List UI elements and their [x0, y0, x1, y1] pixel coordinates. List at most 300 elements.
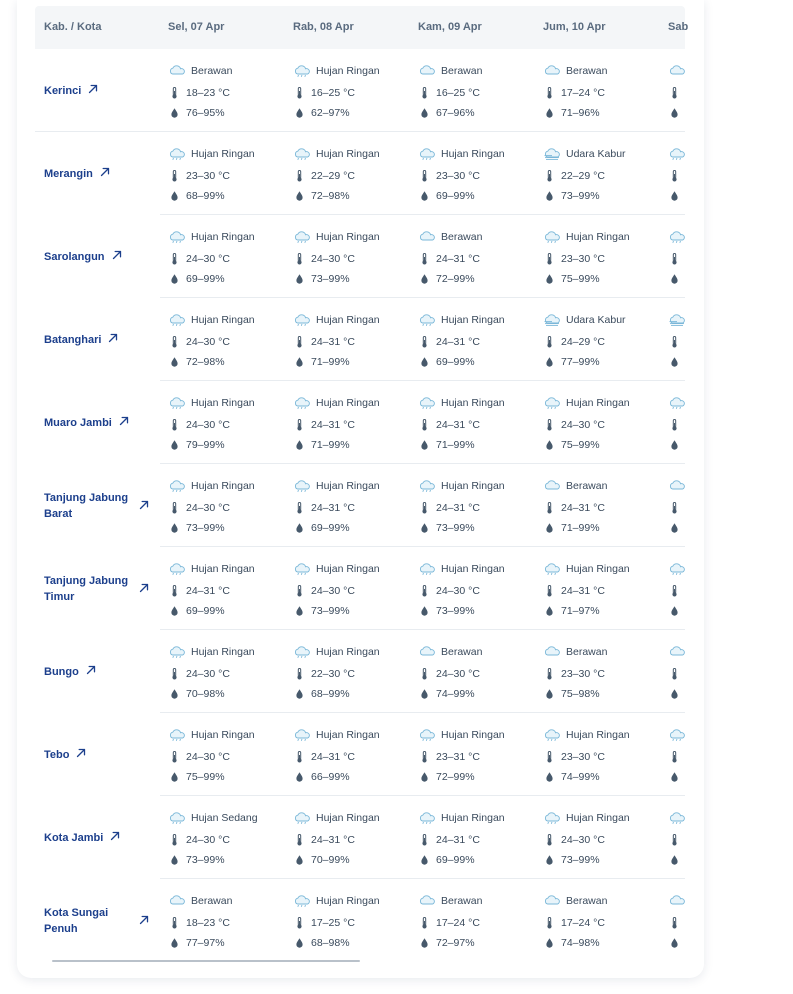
humidity-range: 71–99% — [436, 439, 475, 451]
table-row — [35, 464, 685, 547]
thermometer-icon — [168, 336, 186, 348]
humidity-range: 67–96% — [436, 107, 475, 119]
thermometer-icon — [543, 751, 561, 763]
temperature-range: 16–25 °C — [311, 87, 355, 99]
humidity-drop-icon — [293, 191, 311, 201]
humidity-drop-icon — [168, 357, 186, 367]
weather-condition: Berawan — [191, 65, 233, 77]
cloud-icon — [668, 65, 691, 77]
forecast-cell — [293, 215, 418, 298]
temperature-range: 24–29 °C — [561, 336, 605, 348]
forecast-cell — [293, 713, 418, 796]
cloud-icon — [668, 646, 691, 658]
humidity-range: 75–99% — [561, 273, 600, 285]
humidity-drop-icon — [168, 772, 186, 782]
humidity-drop-icon — [668, 191, 686, 201]
forecast-cell — [543, 464, 668, 547]
region-name: Merangin — [44, 167, 93, 180]
weather-condition: Berawan — [191, 895, 233, 907]
forecast-cell — [418, 132, 543, 215]
thermometer-icon — [668, 502, 686, 514]
thermometer-icon — [668, 917, 686, 929]
rain-cloud-icon — [168, 646, 191, 658]
humidity-drop-icon — [418, 274, 436, 284]
region-name: Tebo — [44, 748, 70, 761]
cloud-icon — [543, 895, 566, 907]
thermometer-icon — [543, 419, 561, 431]
region-name: Kota Jambi — [44, 831, 104, 844]
rain-cloud-icon — [293, 895, 316, 907]
temperature-range: 24–30 °C — [186, 751, 230, 763]
table-row — [35, 547, 685, 630]
humidity-range: 73–99% — [561, 854, 600, 866]
thermometer-icon — [668, 751, 686, 763]
humidity-drop-icon — [418, 855, 436, 865]
horizontal-scrollbar[interactable] — [52, 960, 360, 962]
humidity-range: 71–99% — [311, 439, 350, 451]
humidity-drop-icon — [668, 357, 686, 367]
thermometer-icon — [418, 87, 436, 99]
thermometer-icon — [543, 668, 561, 680]
thermometer-icon — [418, 336, 436, 348]
humidity-range: 77–99% — [561, 356, 600, 368]
table-row — [35, 630, 685, 713]
region-link[interactable] — [44, 381, 152, 464]
humidity-drop-icon — [418, 191, 436, 201]
humidity-drop-icon — [668, 855, 686, 865]
weather-condition: Hujan Ringan — [316, 895, 380, 907]
thermometer-icon — [543, 917, 561, 929]
temperature-range: 24–31 °C — [436, 253, 480, 265]
temperature-range: 17–24 °C — [436, 917, 480, 929]
thermometer-icon — [543, 253, 561, 265]
humidity-range: 69–99% — [436, 190, 475, 202]
humidity-drop-icon — [543, 274, 561, 284]
temperature-range: 24–30 °C — [561, 419, 605, 431]
forecast-cell — [293, 879, 418, 962]
forecast-cell — [168, 464, 293, 547]
weather-condition: Berawan — [566, 646, 608, 658]
humidity-range: 70–98% — [186, 688, 225, 700]
humidity-drop-icon — [168, 440, 186, 450]
weather-condition: Hujan Ringan — [316, 231, 380, 243]
forecast-cell — [168, 796, 293, 879]
humidity-drop-icon — [668, 108, 686, 118]
temperature-range: 24–31 °C — [311, 419, 355, 431]
thermometer-icon — [168, 419, 186, 431]
weather-condition: Udara Kabur — [566, 148, 626, 160]
thermometer-icon — [543, 502, 561, 514]
forecast-cell — [293, 49, 418, 132]
forecast-cell — [418, 713, 543, 796]
weather-condition: Hujan Ringan — [191, 646, 255, 658]
thermometer-icon — [168, 751, 186, 763]
forecast-cell-partial — [668, 547, 793, 630]
humidity-range: 73–99% — [436, 522, 475, 534]
rain-cloud-icon — [668, 397, 691, 409]
forecast-cell — [418, 796, 543, 879]
forecast-cell — [418, 547, 543, 630]
thermometer-icon — [668, 585, 686, 597]
forecast-cell — [168, 547, 293, 630]
rain-cloud-icon — [418, 148, 441, 160]
thermometer-icon — [418, 585, 436, 597]
thermometer-icon — [543, 336, 561, 348]
humidity-range: 72–99% — [436, 771, 475, 783]
day-header-2: Rab, 08 Apr — [293, 21, 354, 33]
humidity-range: 69–99% — [186, 273, 225, 285]
rain-cloud-icon — [418, 480, 441, 492]
external-link-icon — [105, 249, 122, 265]
forecast-cell — [293, 381, 418, 464]
humidity-drop-icon — [418, 938, 436, 948]
forecast-cell — [418, 49, 543, 132]
table-row — [35, 713, 685, 796]
forecast-card — [17, 0, 704, 978]
thermometer-icon — [668, 419, 686, 431]
temperature-range: 23–31 °C — [436, 751, 480, 763]
thermometer-icon — [293, 170, 311, 182]
thermometer-icon — [543, 585, 561, 597]
region-link[interactable] — [44, 298, 152, 381]
forecast-cell — [418, 630, 543, 713]
rain-cloud-icon — [168, 563, 191, 575]
temperature-range: 24–31 °C — [311, 336, 355, 348]
rain-cloud-icon — [168, 812, 191, 824]
forecast-cell-partial — [668, 464, 793, 547]
external-link-icon — [103, 830, 120, 846]
forecast-cell — [168, 49, 293, 132]
cloud-icon — [418, 646, 441, 658]
humidity-drop-icon — [293, 274, 311, 284]
humidity-drop-icon — [168, 855, 186, 865]
forecast-cell — [543, 215, 668, 298]
humidity-drop-icon — [543, 523, 561, 533]
weather-condition: Hujan Ringan — [191, 314, 255, 326]
humidity-drop-icon — [668, 440, 686, 450]
thermometer-icon — [168, 253, 186, 265]
weather-condition: Hujan Ringan — [441, 480, 505, 492]
humidity-drop-icon — [543, 772, 561, 782]
rain-cloud-icon — [668, 231, 691, 243]
forecast-table[interactable] — [35, 6, 689, 961]
forecast-cell — [543, 547, 668, 630]
rain-cloud-icon — [168, 480, 191, 492]
forecast-cell-partial — [668, 132, 793, 215]
humidity-range: 73–99% — [436, 605, 475, 617]
rain-cloud-icon — [168, 148, 191, 160]
temperature-range: 24–31 °C — [436, 419, 480, 431]
humidity-drop-icon — [168, 274, 186, 284]
temperature-range: 18–23 °C — [186, 917, 230, 929]
weather-condition: Udara Kabur — [566, 314, 626, 326]
humidity-range: 72–98% — [311, 190, 350, 202]
humidity-drop-icon — [418, 523, 436, 533]
rain-cloud-icon — [543, 729, 566, 741]
humidity-drop-icon — [293, 938, 311, 948]
rain-cloud-icon — [418, 812, 441, 824]
table-row — [35, 298, 685, 381]
forecast-cell — [293, 298, 418, 381]
temperature-range: 18–23 °C — [186, 87, 230, 99]
region-name: Tanjung Jabung Timur — [44, 574, 129, 603]
humidity-range: 66–99% — [311, 771, 350, 783]
rain-cloud-icon — [418, 729, 441, 741]
weather-condition: Hujan Ringan — [191, 148, 255, 160]
weather-condition: Berawan — [441, 65, 483, 77]
thermometer-icon — [168, 502, 186, 514]
rain-cloud-icon — [168, 397, 191, 409]
rain-cloud-icon — [293, 314, 316, 326]
weather-condition: Hujan Ringan — [316, 397, 380, 409]
thermometer-icon — [668, 336, 686, 348]
thermometer-icon — [418, 834, 436, 846]
temperature-range: 24–30 °C — [436, 668, 480, 680]
humidity-drop-icon — [668, 274, 686, 284]
thermometer-icon — [168, 668, 186, 680]
humidity-range: 75–99% — [186, 771, 225, 783]
weather-condition: Berawan — [566, 65, 608, 77]
cloud-icon — [543, 480, 566, 492]
thermometer-icon — [418, 668, 436, 680]
table-row — [35, 49, 685, 132]
rain-cloud-icon — [293, 231, 316, 243]
external-link-icon — [93, 166, 110, 182]
region-name: Kerinci — [44, 84, 82, 97]
forecast-cell-partial — [668, 381, 793, 464]
weather-condition: Hujan Ringan — [441, 812, 505, 824]
forecast-cell — [418, 381, 543, 464]
weather-condition: Hujan Ringan — [316, 314, 380, 326]
humidity-range: 72–97% — [436, 937, 475, 949]
humidity-range: 71–96% — [561, 107, 600, 119]
rain-cloud-icon — [668, 812, 691, 824]
humidity-drop-icon — [543, 191, 561, 201]
region-link[interactable] — [44, 713, 152, 796]
forecast-cell-partial — [668, 796, 793, 879]
humidity-drop-icon — [168, 523, 186, 533]
humidity-range: 73–99% — [311, 273, 350, 285]
thermometer-icon — [543, 170, 561, 182]
temperature-range: 24–30 °C — [311, 585, 355, 597]
humidity-range: 75–98% — [561, 688, 600, 700]
cloud-icon — [418, 65, 441, 77]
thermometer-icon — [543, 87, 561, 99]
thermometer-icon — [168, 170, 186, 182]
humidity-range: 71–99% — [311, 356, 350, 368]
cloud-icon — [168, 895, 191, 907]
cloud-icon — [668, 480, 691, 492]
forecast-cell — [293, 464, 418, 547]
humidity-drop-icon — [418, 108, 436, 118]
humidity-drop-icon — [543, 606, 561, 616]
table-header — [35, 6, 689, 49]
humidity-drop-icon — [543, 689, 561, 699]
region-name: Batanghari — [44, 333, 102, 346]
thermometer-icon — [293, 668, 311, 680]
temperature-range: 22–29 °C — [561, 170, 605, 182]
region-link[interactable] — [44, 630, 152, 713]
thermometer-icon — [168, 585, 186, 597]
temperature-range: 24–30 °C — [186, 336, 230, 348]
thermometer-icon — [293, 917, 311, 929]
thermometer-icon — [418, 917, 436, 929]
thermometer-icon — [418, 170, 436, 182]
thermometer-icon — [293, 419, 311, 431]
forecast-cell-partial — [668, 713, 793, 796]
forecast-cell — [543, 796, 668, 879]
forecast-cell-partial — [668, 630, 793, 713]
forecast-cell — [293, 630, 418, 713]
forecast-cell — [168, 215, 293, 298]
forecast-cell — [168, 713, 293, 796]
weather-condition: Hujan Ringan — [441, 563, 505, 575]
temperature-range: 24–31 °C — [436, 502, 480, 514]
region-name: Bungo — [44, 665, 79, 678]
humidity-drop-icon — [418, 689, 436, 699]
region-link[interactable] — [44, 879, 152, 962]
humidity-range: 69–99% — [186, 605, 225, 617]
forecast-cell-partial — [668, 298, 793, 381]
humidity-drop-icon — [668, 772, 686, 782]
rain-cloud-icon — [418, 314, 441, 326]
rain-cloud-icon — [168, 729, 191, 741]
region-name: Sarolangun — [44, 250, 105, 263]
weather-condition: Hujan Ringan — [566, 231, 630, 243]
humidity-range: 73–99% — [311, 605, 350, 617]
external-link-icon — [81, 83, 98, 99]
external-link-icon — [79, 664, 96, 680]
thermometer-icon — [168, 917, 186, 929]
haze-icon — [668, 314, 691, 326]
temperature-range: 24–31 °C — [311, 502, 355, 514]
humidity-drop-icon — [168, 191, 186, 201]
weather-condition: Hujan Ringan — [191, 397, 255, 409]
weather-condition: Hujan Ringan — [316, 729, 380, 741]
humidity-drop-icon — [418, 606, 436, 616]
thermometer-icon — [293, 87, 311, 99]
temperature-range: 24–30 °C — [561, 834, 605, 846]
temperature-range: 24–30 °C — [186, 419, 230, 431]
thermometer-icon — [668, 87, 686, 99]
thermometer-icon — [418, 502, 436, 514]
forecast-cell — [543, 879, 668, 962]
rain-cloud-icon — [668, 729, 691, 741]
temperature-range: 23–30 °C — [436, 170, 480, 182]
temperature-range: 22–30 °C — [311, 668, 355, 680]
region-link[interactable] — [44, 547, 152, 630]
weather-condition: Hujan Ringan — [191, 480, 255, 492]
temperature-range: 24–31 °C — [561, 585, 605, 597]
humidity-range: 73–99% — [561, 190, 600, 202]
weather-condition: Hujan Ringan — [316, 148, 380, 160]
cloud-icon — [543, 646, 566, 658]
humidity-range: 74–99% — [436, 688, 475, 700]
humidity-range: 76–95% — [186, 107, 225, 119]
weather-condition: Hujan Ringan — [441, 314, 505, 326]
humidity-drop-icon — [418, 440, 436, 450]
humidity-range: 79–99% — [186, 439, 225, 451]
weather-condition: Hujan Ringan — [566, 563, 630, 575]
rain-cloud-icon — [293, 729, 316, 741]
temperature-range: 17–25 °C — [311, 917, 355, 929]
humidity-range: 62–97% — [311, 107, 350, 119]
weather-condition: Hujan Sedang — [191, 812, 258, 824]
humidity-range: 73–99% — [186, 522, 225, 534]
humidity-range: 71–99% — [561, 522, 600, 534]
thermometer-icon — [293, 502, 311, 514]
thermometer-icon — [668, 668, 686, 680]
region-link[interactable] — [44, 215, 152, 298]
temperature-range: 24–31 °C — [311, 834, 355, 846]
external-link-icon — [112, 415, 129, 431]
weather-condition: Hujan Ringan — [566, 397, 630, 409]
weather-condition: Hujan Ringan — [441, 397, 505, 409]
region-link[interactable] — [44, 49, 152, 132]
forecast-cell — [418, 464, 543, 547]
weather-condition: Hujan Ringan — [566, 729, 630, 741]
table-row — [35, 796, 685, 879]
humidity-range: 69–99% — [311, 522, 350, 534]
humidity-range: 68–98% — [311, 937, 350, 949]
humidity-drop-icon — [543, 440, 561, 450]
region-column-header: Kab. / Kota — [44, 21, 102, 33]
forecast-cell — [543, 132, 668, 215]
humidity-range: 77–97% — [186, 937, 225, 949]
rain-cloud-icon — [293, 65, 316, 77]
temperature-range: 24–30 °C — [436, 585, 480, 597]
external-link-icon — [101, 332, 118, 348]
thermometer-icon — [668, 170, 686, 182]
temperature-range: 23–30 °C — [186, 170, 230, 182]
weather-condition: Hujan Ringan — [441, 148, 505, 160]
weather-condition: Berawan — [566, 895, 608, 907]
weather-condition: Hujan Ringan — [441, 729, 505, 741]
region-name: Kota Sungai Penuh — [44, 906, 109, 935]
forecast-cell-partial — [668, 215, 793, 298]
rain-cloud-icon — [543, 397, 566, 409]
humidity-drop-icon — [168, 689, 186, 699]
forecast-cell — [168, 630, 293, 713]
day-header-5: Sab — [668, 21, 689, 33]
humidity-drop-icon — [293, 772, 311, 782]
region-link[interactable] — [44, 132, 152, 215]
forecast-cell — [293, 796, 418, 879]
rain-cloud-icon — [543, 812, 566, 824]
thermometer-icon — [168, 87, 186, 99]
rain-cloud-icon — [668, 563, 691, 575]
humidity-drop-icon — [293, 440, 311, 450]
forecast-cell — [418, 879, 543, 962]
humidity-drop-icon — [668, 938, 686, 948]
forecast-cell — [543, 381, 668, 464]
temperature-range: 24–31 °C — [186, 585, 230, 597]
forecast-cell — [293, 132, 418, 215]
region-link[interactable] — [44, 464, 152, 547]
rain-cloud-icon — [168, 231, 191, 243]
region-link[interactable] — [44, 796, 152, 879]
humidity-drop-icon — [293, 357, 311, 367]
humidity-range: 71–97% — [561, 605, 600, 617]
rain-cloud-icon — [668, 148, 691, 160]
thermometer-icon — [293, 751, 311, 763]
thermometer-icon — [668, 834, 686, 846]
humidity-drop-icon — [668, 606, 686, 616]
temperature-range: 17–24 °C — [561, 917, 605, 929]
temperature-range: 24–30 °C — [186, 668, 230, 680]
thermometer-icon — [418, 751, 436, 763]
temperature-range: 24–31 °C — [561, 502, 605, 514]
